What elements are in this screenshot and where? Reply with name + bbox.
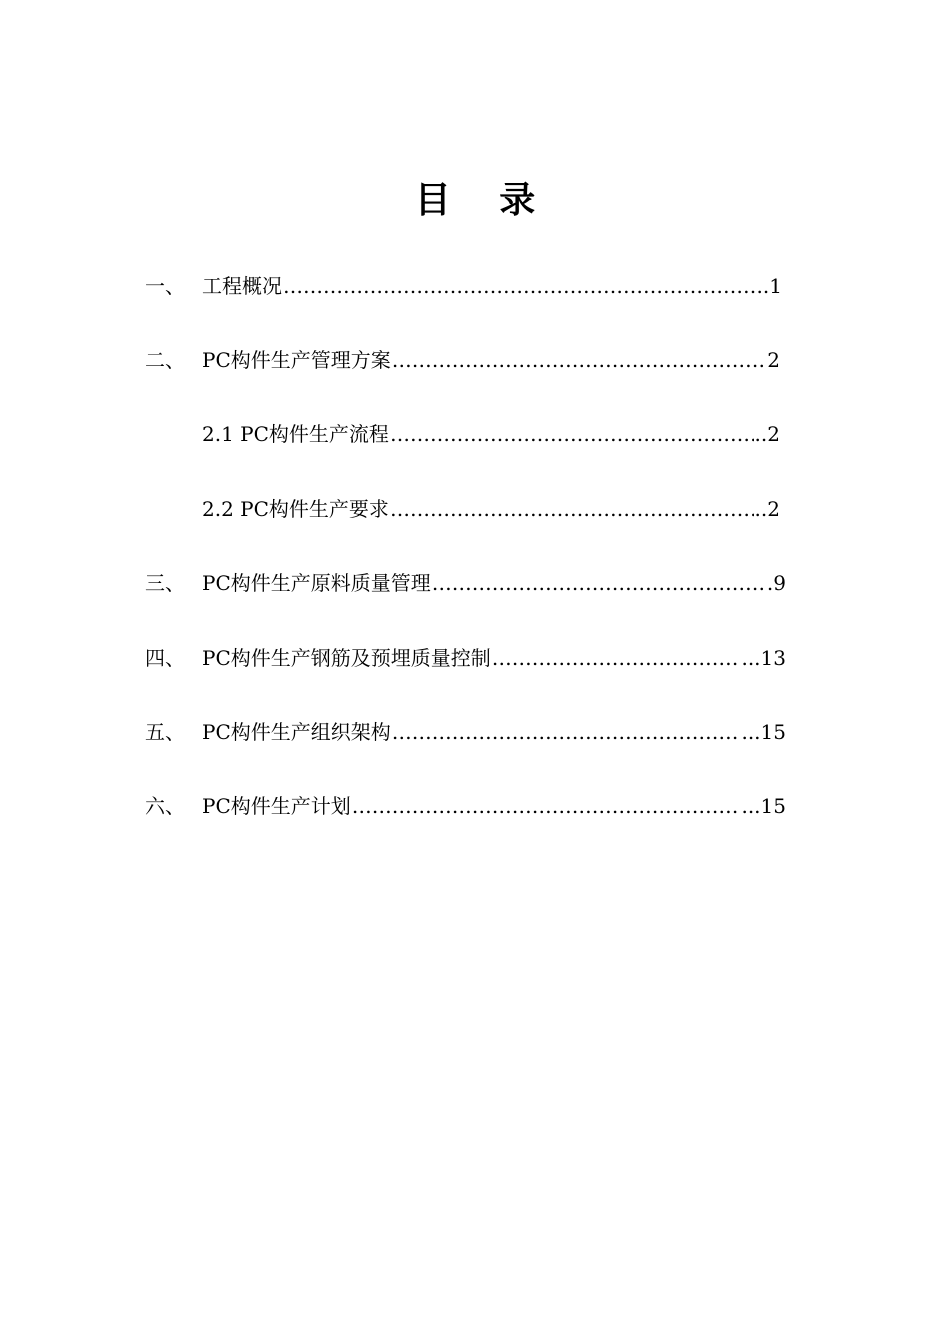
toc-leader	[432, 569, 766, 597]
toc-entry-number: 六、	[145, 794, 185, 818]
toc-entry[interactable]	[202, 644, 786, 672]
toc-entry-title: 工程概况	[202, 274, 282, 298]
toc-entry-number: 五、	[145, 720, 185, 744]
toc-entry-title: PC构件生产计划	[202, 794, 351, 818]
toc-entry[interactable]	[202, 569, 786, 597]
toc-entry-page: ...13	[741, 646, 786, 670]
toc-leader	[492, 644, 741, 672]
toc-entry[interactable]	[202, 792, 786, 820]
toc-subentry[interactable]	[202, 420, 780, 448]
toc-leader	[283, 272, 756, 300]
toc-entry-page: ..2	[754, 497, 780, 521]
toc-entry-title: PC构件生产钢筋及预埋质量控制	[202, 646, 491, 670]
toc-entry-page: ..2	[754, 422, 780, 446]
toc-entry[interactable]	[202, 346, 780, 374]
toc-leader	[392, 718, 741, 746]
page-title: 目 录	[414, 179, 554, 221]
toc-subentry[interactable]	[202, 495, 780, 523]
toc-entry-title: PC构件生产原料质量管理	[202, 571, 431, 595]
toc-entry-number: 二、	[145, 348, 185, 372]
toc-entry-number: 四、	[145, 646, 185, 670]
toc-leader	[390, 495, 754, 523]
toc-leader	[392, 346, 767, 374]
toc-entry-page: ...15	[741, 720, 786, 744]
toc-entry-title: 2.1 PC构件生产流程	[202, 422, 389, 446]
toc-entry[interactable]	[202, 718, 786, 746]
toc-entry-number: 三、	[145, 571, 185, 595]
toc-entry-page: ...15	[741, 794, 786, 818]
toc-entry-page: 2	[767, 348, 780, 372]
toc-entry-page: .9	[766, 571, 786, 595]
toc-entry-number: 一、	[145, 274, 185, 298]
toc-entry-title: PC构件生产组织架构	[202, 720, 391, 744]
toc-leader	[390, 420, 754, 448]
toc-entry-title: PC构件生产管理方案	[202, 348, 391, 372]
toc-entry-title: 2.2 PC构件生产要求	[202, 497, 389, 521]
toc-leader	[352, 792, 741, 820]
toc-entry-page: ..1	[756, 274, 782, 298]
toc-entry[interactable]	[202, 272, 782, 300]
